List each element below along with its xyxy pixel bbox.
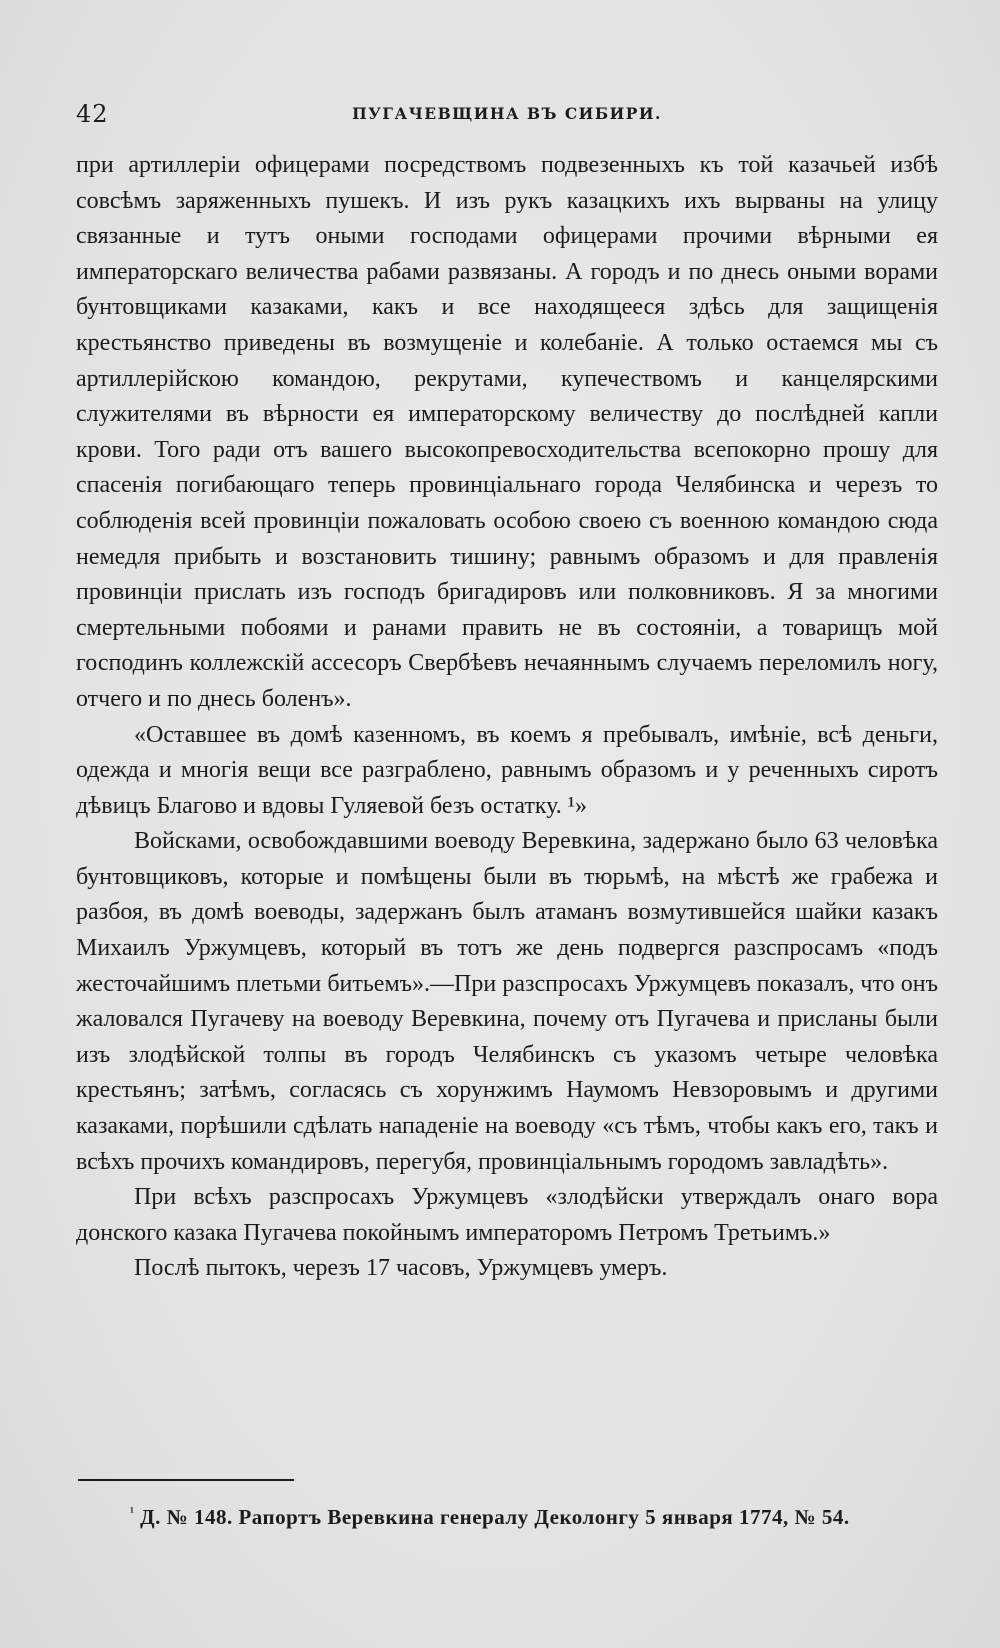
paragraph-5: Послѣ пытокъ, черезъ 17 часовъ, Уржумцевъ умеръ.: [134, 1255, 668, 1282]
footnote: [130, 1504, 950, 1530]
body-text: [76, 148, 938, 1287]
running-head: ПУГАЧЕВЩИНА ВЪ СИБИРИ.: [352, 104, 662, 123]
page-header: [76, 100, 938, 136]
paragraph-4: При всѣхъ разспросахъ Уржумцевъ «злодѣйски утверждалъ онаго вора донского казака Пугачева покойнымъ императоромъ Петромъ Третьимъ.»: [76, 1184, 938, 1246]
footnote-text: Д. № 148. Рапортъ Веревкина генералу Деколонгу 5 января 1774, № 54.: [140, 1505, 850, 1529]
paragraph-3: Войсками, освобождавшими воеводу Веревкина, задержано было 63 человѣка бунтовщиковъ, которые и помѣщены были въ тюрьмѣ, на мѣстѣ же грабежа и разбоя, въ домѣ воеводы, задержанъ былъ атаманъ возмутившейся шайки казакъ Михаилъ Уржумцевъ, который въ тотъ же день подвергся разспросамъ «подъ жесточайшимъ плетьми битьемъ».—При разспросахъ Уржумцевъ показалъ, что онъ жаловался Пугачеву на воеводу Веревкина, почему отъ Пугачева и присланы были изъ злодѣйской толпы въ городъ Челябинскъ съ указомъ четыре человѣка крестьянъ; затѣмъ, согласясь съ хорунжимъ Наумомъ Невзоровымъ и другими казаками, порѣшили сдѣлать нападеніе на воеводу «съ тѣмъ, чтобы какъ его, такъ и всѣхъ прочихъ командировъ, перегубя, провинціальнымъ городомъ завладѣть».: [76, 828, 938, 1175]
page-number: 42: [76, 100, 109, 128]
footnote-divider: [78, 1479, 294, 1481]
paragraph-2: «Оставшее въ домѣ казенномъ, въ коемъ я пребывалъ, имѣніе, всѣ деньги, одежда и многія вещи все разграблено, равнымъ образомъ и у реченныхъ сиротъ дѣвицъ Благово и вдовы Гуляевой безъ остатку. ¹»: [76, 721, 938, 819]
paragraph-1: при артиллеріи офицерами посредствомъ подвезенныхъ къ той казачьей избѣ совсѣмъ заряженныхъ пушекъ. И изъ рукъ казацкихъ ихъ вырваны на улицу связанные и тутъ оными господами офицерами прочими вѣрными ея императорскаго величества рабами развязаны. А городъ и по днесь оными ворами бунтовщиками казаками, какъ и все находящееся здѣсь для защищенія крестьянство приведены въ возмущеніе и колебаніе. А только остаемся мы съ артиллерійскою командою, рекрутами, купечествомъ и канцелярскими служителями въ вѣрности ея императорскому величеству до послѣдней капли крови. Того ради отъ вашего высокопревосходительства всепокорно прошу для спасенія погибающаго теперь провинціальнаго города Челябинска и черезъ то соблюденія всей провинціи пожаловать особою своею съ военною командою сюда немедля прибыть и возстановить тишину; равнымъ образомъ и для правленія провинціи прислать изъ господъ бригадировъ или полковниковъ. Я за многими смертельными побоями и ранами править не въ состояніи, а товарищъ мой господинъ коллежскій ассесоръ Свербѣевъ нечаяннымъ случаемъ переломилъ ногу, отчего и по днесь боленъ».: [76, 152, 938, 712]
footnote-marker: ¹: [130, 1504, 135, 1519]
